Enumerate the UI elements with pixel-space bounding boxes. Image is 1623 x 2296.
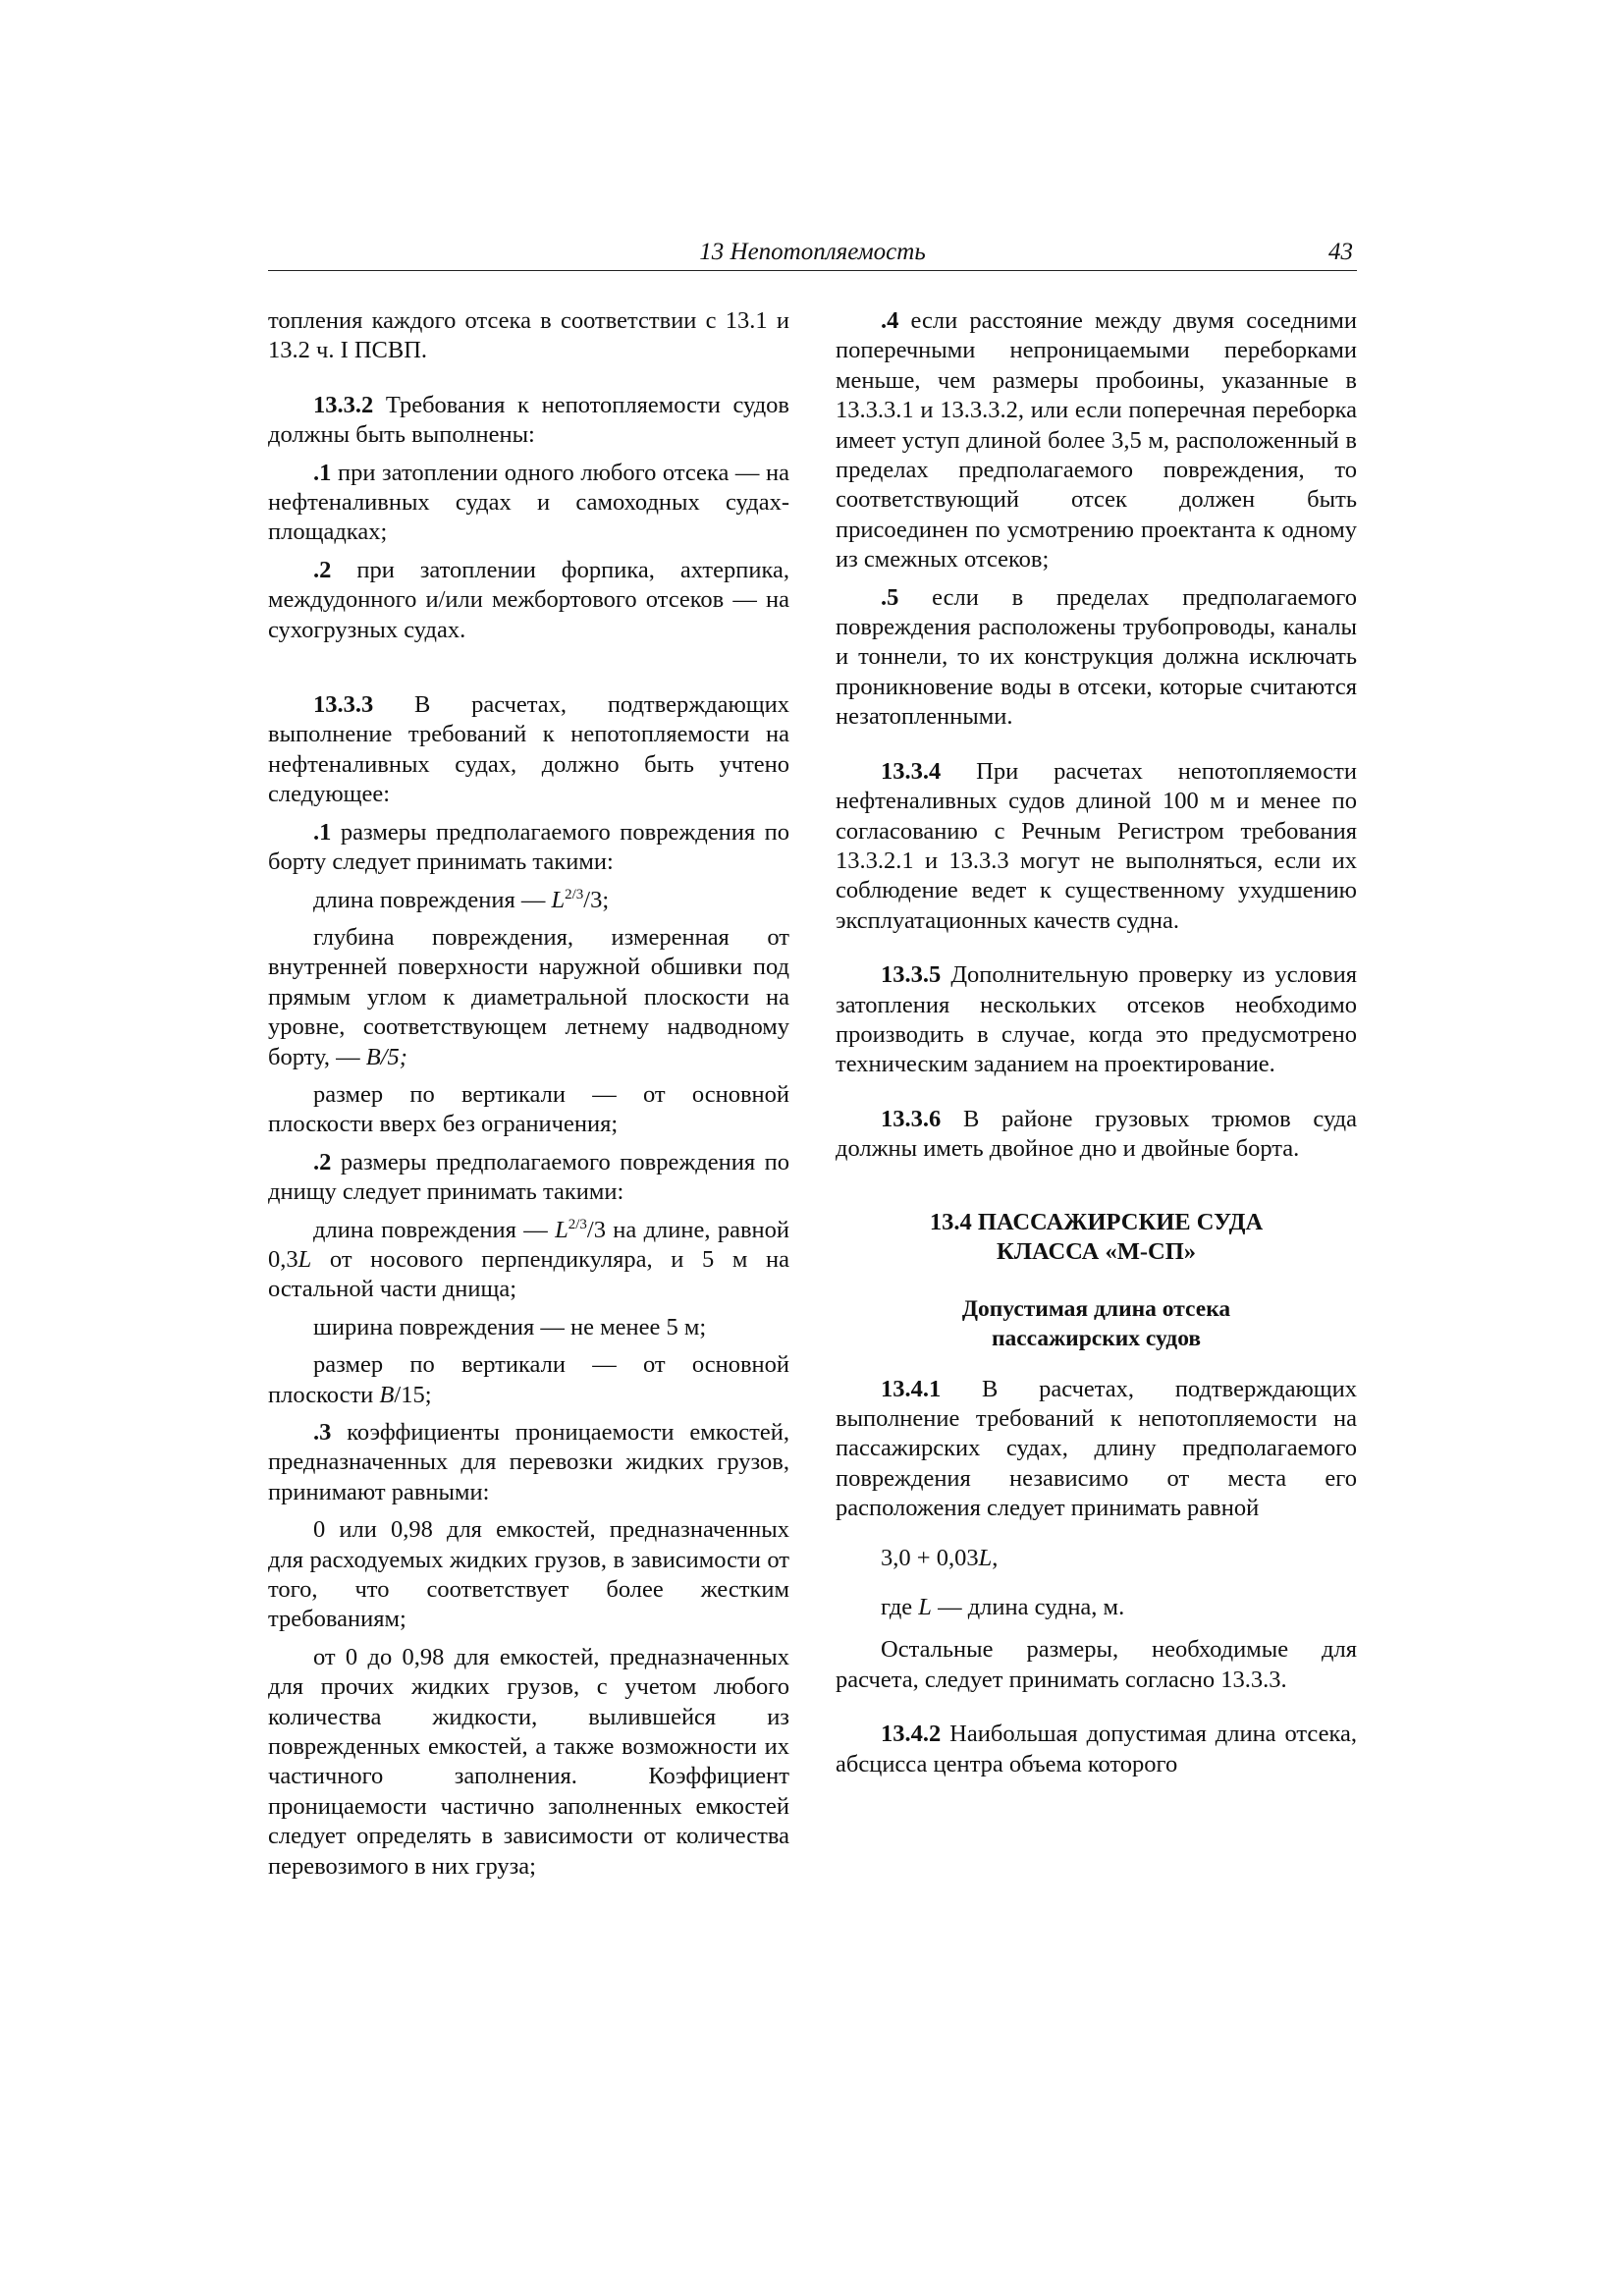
paragraph-13-3-2: 13.3.2 Требования к непотопляемости судов должны быть выполнены: — [268, 391, 789, 449]
paragraph: от 0 до 0,98 для емкостей, предназначенных для прочих жидких грузов, с учетом любого количества жидкости, вылившейся из поврежденных емкостей, а также возможности их частичного заполнения. Коэффициент проницаемости частично заполненных емкостей следует определять в зависимости от количества перевозимого в них груза; — [268, 1643, 789, 1880]
item-number: .3 — [313, 1419, 332, 1446]
clause-number: 13.3.4 — [881, 757, 942, 785]
list-item: .3 коэффициенты проницаемости емкостей, предназначенных для перевозки жидких грузов, принимают равными: — [268, 1419, 789, 1505]
subsection-heading: Допустимая длина отсека пассажирских судов — [961, 1295, 1231, 1351]
list-item: .2 при затоплении форпика, ахтерпика, междудонного и/или межбортового отсеков — на сухогрузных судах. — [268, 556, 789, 643]
left-column — [268, 306, 789, 1882]
clause-number: 13.3.6 — [881, 1105, 942, 1132]
paragraph-13-3-4: 13.3.4 При расчетах непотопляемости нефтеналивных судов длиной 100 м и менее по согласованию с Речным Регистром требования 13.3.2.1 и 13.3.3 могут не выполняться, если их соблюдение ведет к существенному ухудшению эксплуатационных качеств судна. — [836, 757, 1357, 934]
running-header-title: 13 Непотопляемость — [699, 239, 926, 265]
paragraph: Остальные размеры, необходимые для расчета, следует принимать согласно 13.3.3. — [836, 1636, 1357, 1693]
clause-number: 13.3.5 — [881, 961, 942, 989]
paragraph-13-3-5: 13.3.5 Дополнительную проверку из условия затопления нескольких отсеков необходимо производить в случае, когда это предусмотрено техническим заданием на проектирование. — [836, 961, 1357, 1078]
item-number: .1 — [313, 459, 332, 486]
page-number: 43 — [1328, 239, 1353, 265]
item-number: .5 — [881, 583, 899, 611]
list-item: .1 при затоплении одного любого отсека — на нефтеналивных судах и самоходных судах-площадках; — [268, 459, 789, 546]
paragraph: длина повреждения — $L^{2/3}/3$ на длине, равной 0,3L от носового перпендикуляра, и 5 м на остальной части днища; — [268, 1216, 789, 1303]
section-heading: 13.4 ПАССАЖИРСКИЕ СУДА КЛАССА «М-СП» — [929, 1208, 1264, 1265]
clause-number: 13.4.2 — [881, 1721, 942, 1748]
paragraph: топления каждого отсека в соответствии с 13.1 и 13.2 ч. I ПСВП. — [268, 307, 789, 364]
item-number: .4 — [881, 307, 899, 334]
clause-number: 13.4.1 — [881, 1375, 942, 1402]
paragraph: длина повреждения — $L^{2/3}/3$; — [313, 886, 610, 913]
running-header — [268, 239, 1357, 271]
paragraph: ширина повреждения — не менее 5 м; — [313, 1313, 707, 1340]
paragraph: размер по вертикали — от основной плоскости B/15; — [268, 1351, 789, 1408]
list-item: .4 если расстояние между двумя соседними поперечными непроницаемыми переборками меньше, чем размеры пробоины, указанные в 13.3.3.1 и 13.3.3.2, или если поперечная переборка имеет уступ длиной более 3,5 м, расположенный в пределах предполагаемого повреждения, то соответствующий отсек должен быть присоединен по усмотрению проектанта к одному из смежных отсеков; — [836, 307, 1357, 574]
paragraph-13-3-6: 13.3.6 В районе грузовых трюмов суда должны иметь двойное дно и двойные борта. — [836, 1105, 1357, 1163]
list-item: .5 если в пределах предполагаемого повреждения расположены трубопроводы, каналы и тоннели, то их конструкция должна исключать проникновение воды в отсеки, которые считаются незатопленными. — [836, 583, 1357, 731]
paragraph-13-3-3: 13.3.3 В расчетах, подтверждающих выполнение требований к непотопляемости на нефтеналивных судах, должно быть учтено следующее: — [268, 691, 789, 808]
paragraph-13-4-1: 13.4.1 В расчетах, подтверждающих выполнение требований к непотопляемости на пассажирских судах, длину предполагаемого повреждения независимо от места его расположения следует принимать равной — [836, 1375, 1357, 1522]
item-number: .1 — [313, 818, 332, 846]
paragraph: 0 или 0,98 для емкостей, предназначенных для расходуемых жидких грузов, в зависимости от того, что соответствует более жестким требованиям; — [268, 1516, 789, 1633]
paragraph-13-4-2: 13.4.2 Наибольшая допустимая длина отсека, абсцисса центра объема которого — [836, 1721, 1357, 1777]
item-number: .2 — [313, 556, 332, 583]
item-number: .2 — [313, 1148, 332, 1175]
paragraph: глубина повреждения, измеренная от внутренней поверхности наружной обшивки под прямым углом к диаметральной плоскости на уровне, соответствующем летнему надводному борту, — B/5; — [268, 923, 789, 1070]
paragraph: размер по вертикали — от основной плоскости вверх без ограничения; — [268, 1080, 789, 1138]
formula: 3,0 + 0,03L, — [881, 1544, 999, 1571]
paragraph: где L — длина судна, м. — [881, 1594, 1125, 1620]
list-item: .1 размеры предполагаемого повреждения по борту следует принимать такими: — [268, 818, 789, 876]
right-column — [836, 306, 1357, 1779]
clause-number: 13.3.2 — [313, 391, 374, 418]
list-item: .2 размеры предполагаемого повреждения по днищу следует принимать такими: — [268, 1148, 789, 1206]
clause-number: 13.3.3 — [313, 691, 374, 719]
